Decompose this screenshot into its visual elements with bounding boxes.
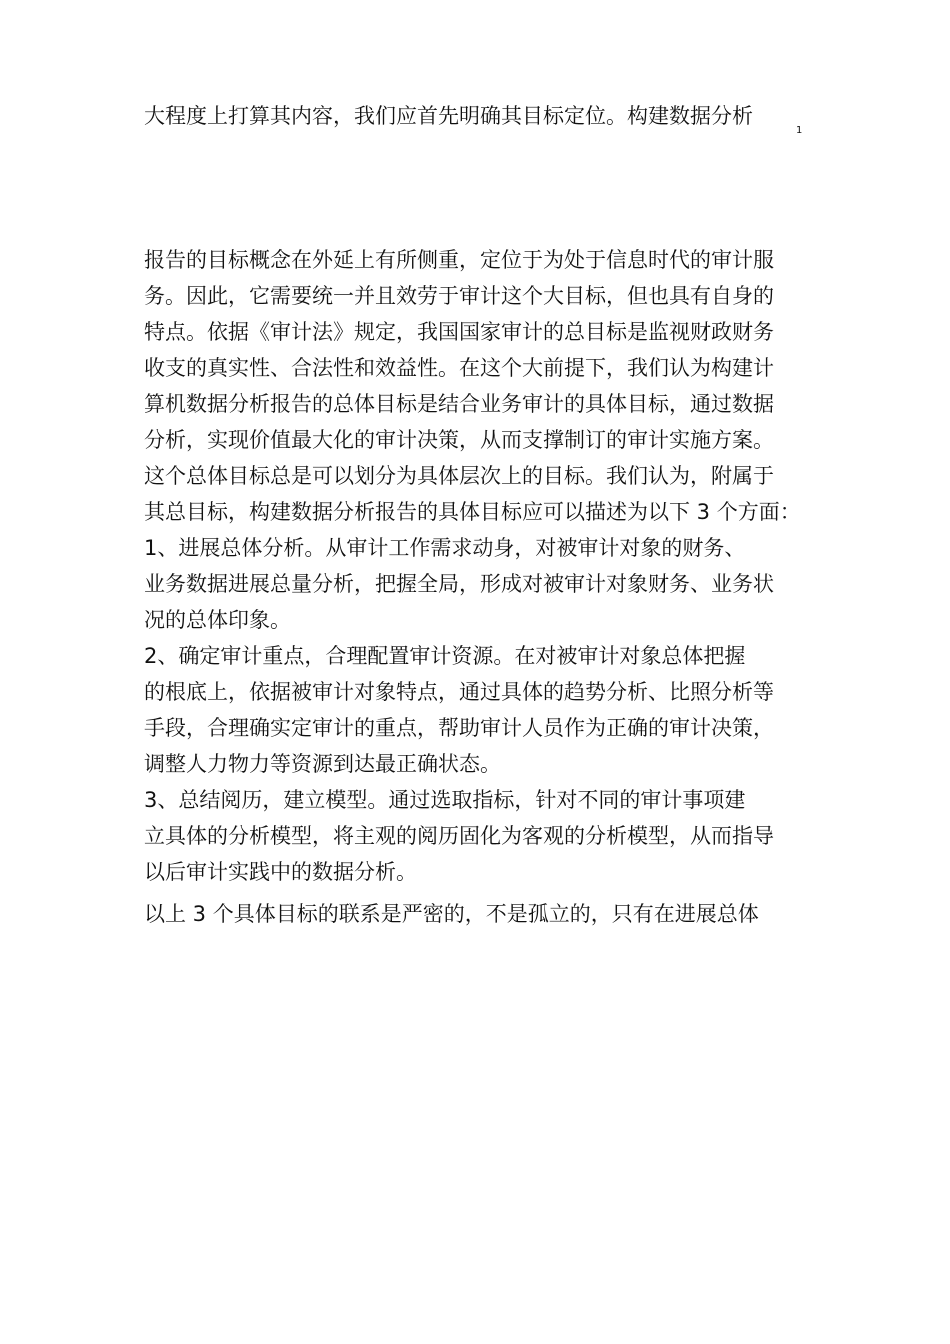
text-line: 手段，合理确实定审计的重点，帮助审计人员作为正确的审计决策，	[144, 716, 774, 740]
text-line: 以后审计实践中的数据分析。	[144, 860, 417, 884]
text-line: 2、确定审计重点，合理配置审计资源。在对被审计对象总体把握	[144, 644, 746, 668]
text-line: 算机数据分析报告的总体目标是结合业务审计的具体目标，通过数据	[144, 392, 774, 416]
text-line: 况的总体印象。	[144, 608, 291, 632]
text-line: 立具体的分析模型，将主观的阅历固化为客观的分析模型，从而指导	[144, 824, 774, 848]
text-line: 务。因此，它需要统一并且效劳于审计这个大目标，但也具有自身的	[144, 284, 774, 308]
text-line: 分析，实现价值最大化的审计决策，从而支撑制订的审计实施方案。	[144, 428, 774, 452]
text-line: 收支的真实性、合法性和效益性。在这个大前提下，我们认为构建计	[144, 356, 774, 380]
text-line: 报告的目标概念在外延上有所侧重，定位于为处于信息时代的审计服	[144, 248, 774, 272]
text-line: 1、进展总体分析。从审计工作需求动身，对被审计对象的财务、	[144, 536, 746, 560]
top-text-line: 大程度上打算其内容，我们应首先明确其目标定位。构建数据分析	[144, 104, 753, 128]
text-line: 3、总结阅历，建立模型。通过选取指标，针对不同的审计事项建	[144, 788, 746, 812]
text-line: 业务数据进展总量分析，把握全局，形成对被审计对象财务、业务状	[144, 572, 774, 596]
text-line: 特点。依据《审计法》规定，我国国家审计的总目标是监视财政财务	[144, 320, 774, 344]
text-line: 调整人力物力等资源到达最正确状态。	[144, 752, 501, 776]
text-line: 的根底上，依据被审计对象特点，通过具体的趋势分析、比照分析等	[144, 680, 774, 704]
text-line: 以上 3 个具体目标的联系是严密的，不是孤立的，只有在进展总体	[144, 902, 759, 926]
page-number: 1	[796, 125, 803, 136]
text-line: 其总目标，构建数据分析报告的具体目标应可以描述为以下 3 个方面：	[144, 500, 801, 524]
text-line: 这个总体目标总是可以划分为具体层次上的目标。我们认为，附属于	[144, 464, 774, 488]
body-text	[144, 242, 816, 932]
